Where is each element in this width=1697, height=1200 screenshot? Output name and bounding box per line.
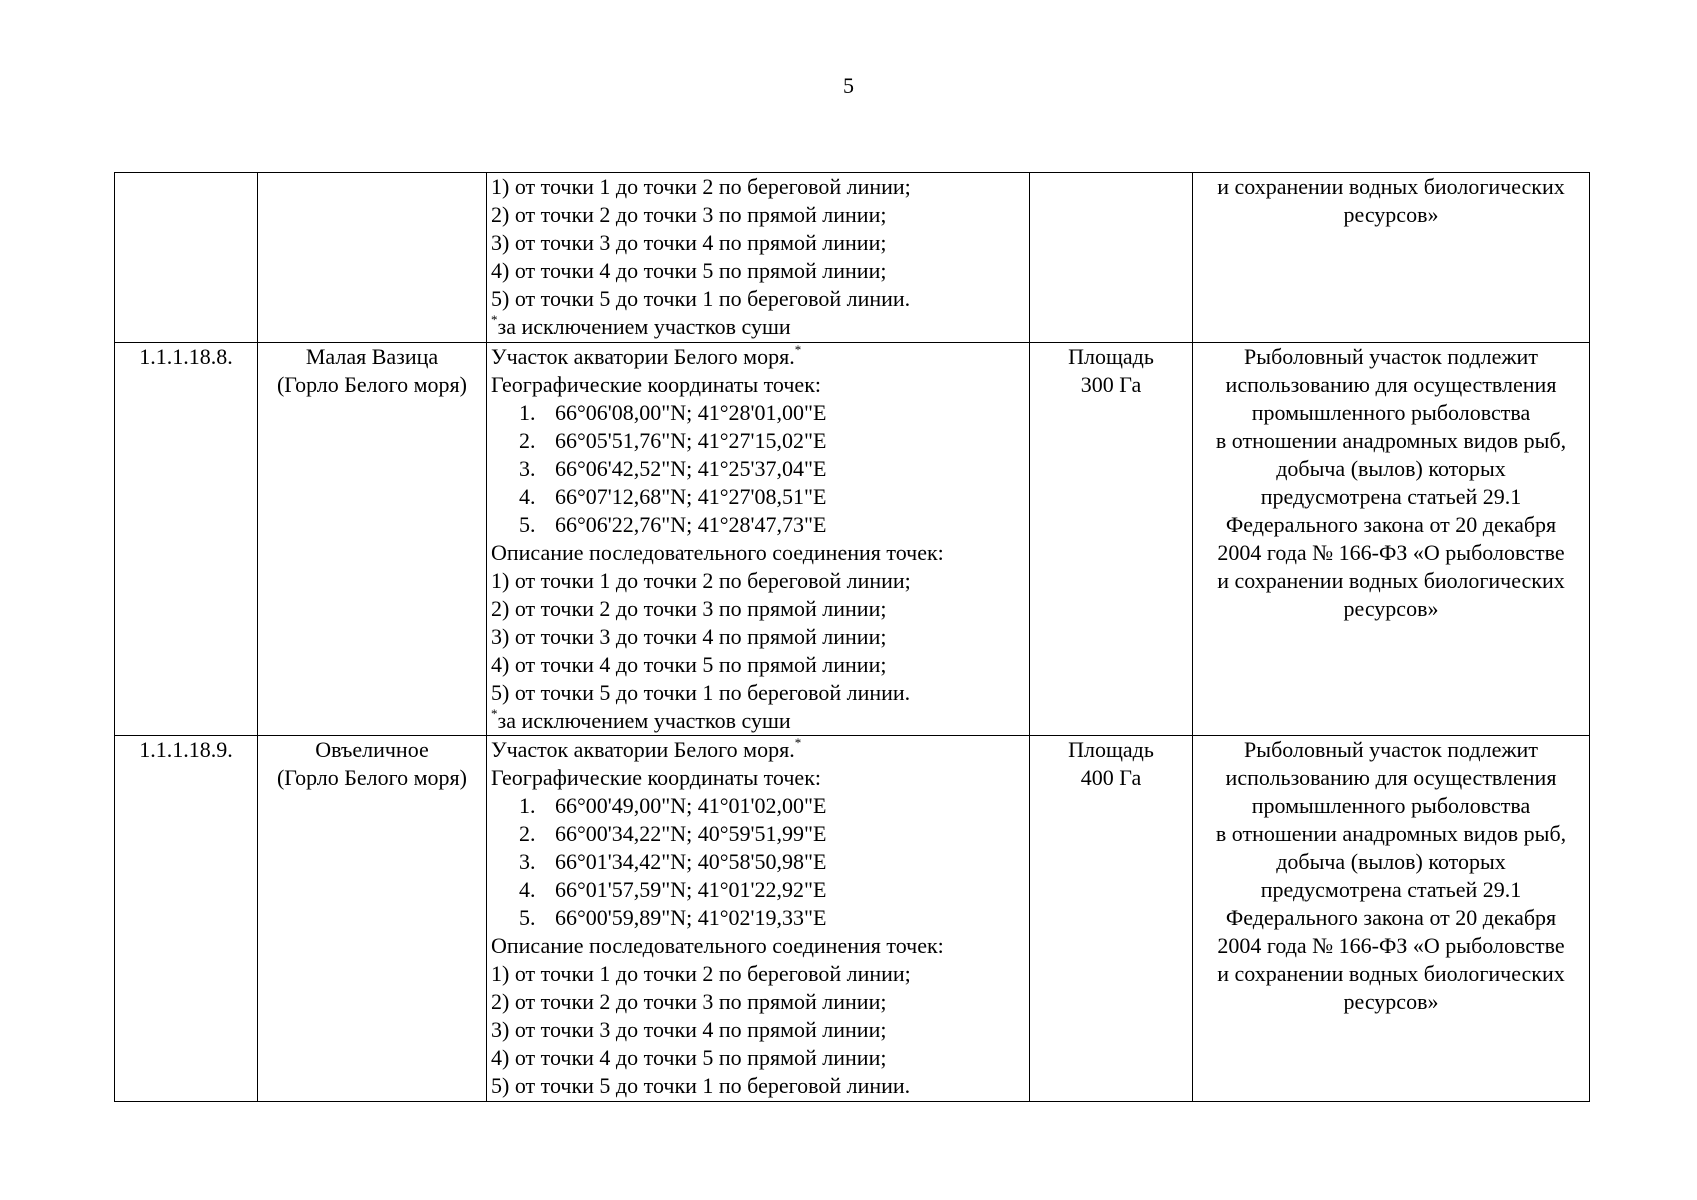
purpose-line: добыча (вылов) которых (1276, 456, 1506, 481)
purpose-line: Федерального закона от 20 декабря (1225, 905, 1557, 930)
purpose-line: добыча (вылов) которых (1276, 849, 1506, 874)
purpose-line: использованию для осуществления (1225, 372, 1557, 397)
area-name: Овъеличное (315, 737, 429, 762)
purpose-line: предусмотрена статьей 29.1 (1260, 484, 1522, 509)
footnote-mark: * (794, 342, 802, 357)
purpose-line: и сохранении водных биологических (1217, 568, 1565, 593)
connection-line: 1) от точки 1 до точки 2 по береговой линии; (491, 961, 911, 986)
purpose-line: в отношении анадромных видов рыб, (1215, 821, 1567, 846)
purpose-line: промышленного рыболовства (1251, 400, 1531, 425)
exclusion-note: *за исключением участков суши (491, 311, 791, 339)
area-label: Площадь (1068, 344, 1154, 369)
connection-title: Описание последовательного соединения точек: (491, 933, 944, 958)
area-name-cell (258, 343, 487, 736)
purpose-line: использованию для осуществления (1225, 765, 1557, 790)
coordinate-item: 3. 66°06'42,52"N; 41°25'37,04"E (519, 456, 827, 481)
footnote-mark: * (794, 735, 802, 750)
area-value: 400 Га (1080, 765, 1142, 790)
purpose-line: Федерального закона от 20 декабря (1225, 512, 1557, 537)
row-number-cell (115, 173, 258, 343)
boundary-description-cell (487, 343, 1030, 736)
coordinates-title: Географические координаты точек: (491, 765, 821, 790)
area-label: Площадь (1068, 737, 1154, 762)
water-area-intro: Участок акватории Белого моря.* (491, 342, 802, 369)
connection-line: 1) от точки 1 до точки 2 по береговой линии; (491, 568, 911, 593)
boundary-description-cell (487, 173, 1030, 343)
coordinate-item: 2. 66°00'34,22"N; 40°59'51,99"E (519, 821, 827, 846)
purpose-line: и сохранении водных биологических (1217, 174, 1565, 199)
connection-title: Описание последовательного соединения точек: (491, 540, 944, 565)
coordinate-item: 3. 66°01'34,42"N; 40°58'50,98"E (519, 849, 827, 874)
connection-line: 5) от точки 5 до точки 1 по береговой линии. (491, 1073, 911, 1098)
connection-line: 3) от точки 3 до точки 4 по прямой линии; (491, 624, 887, 649)
connection-line: 4) от точки 4 до точки 5 по прямой линии; (491, 258, 887, 283)
area-region: (Горло Белого моря) (276, 372, 468, 397)
connection-line: 2) от точки 2 до точки 3 по прямой линии; (491, 596, 887, 621)
row-number-cell: 1.1.1.18.9. (115, 736, 258, 1102)
purpose-line: 2004 года № 166-ФЗ «О рыболовстве (1217, 540, 1565, 565)
coordinate-item: 4. 66°01'57,59"N; 41°01'22,92"E (519, 877, 827, 902)
footnote-mark: * (491, 705, 498, 721)
purpose-cell (1193, 343, 1590, 736)
coordinate-item: 4. 66°07'12,68"N; 41°27'08,51"E (519, 484, 827, 509)
connection-line: 3) от точки 3 до точки 4 по прямой линии; (491, 1017, 887, 1042)
area-size-cell (1030, 173, 1193, 343)
table-row (115, 343, 1590, 736)
fishing-areas-table (114, 172, 1590, 1102)
coordinates-title: Географические координаты точек: (491, 372, 821, 397)
area-name-cell (258, 173, 487, 343)
purpose-line: 2004 года № 166-ФЗ «О рыболовстве (1217, 933, 1565, 958)
connection-line: 5) от точки 5 до точки 1 по береговой линии. (491, 286, 911, 311)
area-region: (Горло Белого моря) (276, 765, 468, 790)
purpose-line: промышленного рыболовства (1251, 793, 1531, 818)
boundary-description-cell (487, 736, 1030, 1102)
purpose-line: предусмотрена статьей 29.1 (1260, 877, 1522, 902)
table-row (115, 736, 1590, 1102)
connection-line: 5) от точки 5 до точки 1 по береговой линии. (491, 680, 911, 705)
purpose-cell (1193, 173, 1590, 343)
exclusion-note: *за исключением участков суши (491, 705, 791, 733)
footnote-mark: * (491, 311, 498, 327)
row-number-cell: 1.1.1.18.8. (115, 343, 258, 736)
coordinate-item: 1. 66°00'49,00"N; 41°01'02,00"E (519, 793, 827, 818)
coordinate-item: 1. 66°06'08,00"N; 41°28'01,00"E (519, 400, 827, 425)
coordinate-item: 5. 66°06'22,76"N; 41°28'47,73"E (519, 512, 827, 537)
area-size-cell (1030, 736, 1193, 1102)
purpose-line: Рыболовный участок подлежит (1244, 344, 1538, 369)
purpose-line: ресурсов» (1343, 202, 1439, 227)
area-size-cell (1030, 343, 1193, 736)
water-area-intro: Участок акватории Белого моря.* (491, 735, 802, 762)
purpose-line: в отношении анадромных видов рыб, (1215, 428, 1567, 453)
table-row (115, 173, 1590, 343)
purpose-line: ресурсов» (1343, 596, 1439, 621)
connection-line: 2) от точки 2 до точки 3 по прямой линии; (491, 202, 887, 227)
connection-line: 4) от точки 4 до точки 5 по прямой линии; (491, 1045, 887, 1070)
purpose-line: и сохранении водных биологических (1217, 961, 1565, 986)
coordinate-item: 2. 66°05'51,76"N; 41°27'15,02"E (519, 428, 827, 453)
connection-line: 1) от точки 1 до точки 2 по береговой линии; (491, 174, 911, 199)
coordinate-item: 5. 66°00'59,89"N; 41°02'19,33"E (519, 905, 827, 930)
connection-line: 3) от точки 3 до точки 4 по прямой линии; (491, 230, 887, 255)
purpose-line: ресурсов» (1343, 989, 1439, 1014)
area-value: 300 Га (1080, 372, 1142, 397)
area-name-cell (258, 736, 487, 1102)
purpose-cell (1193, 736, 1590, 1102)
purpose-line: Рыболовный участок подлежит (1244, 737, 1538, 762)
connection-line: 4) от точки 4 до точки 5 по прямой линии; (491, 652, 887, 677)
page-number: 5 (843, 73, 854, 98)
connection-line: 2) от точки 2 до точки 3 по прямой линии; (491, 989, 887, 1014)
area-name: Малая Вазица (305, 344, 439, 369)
